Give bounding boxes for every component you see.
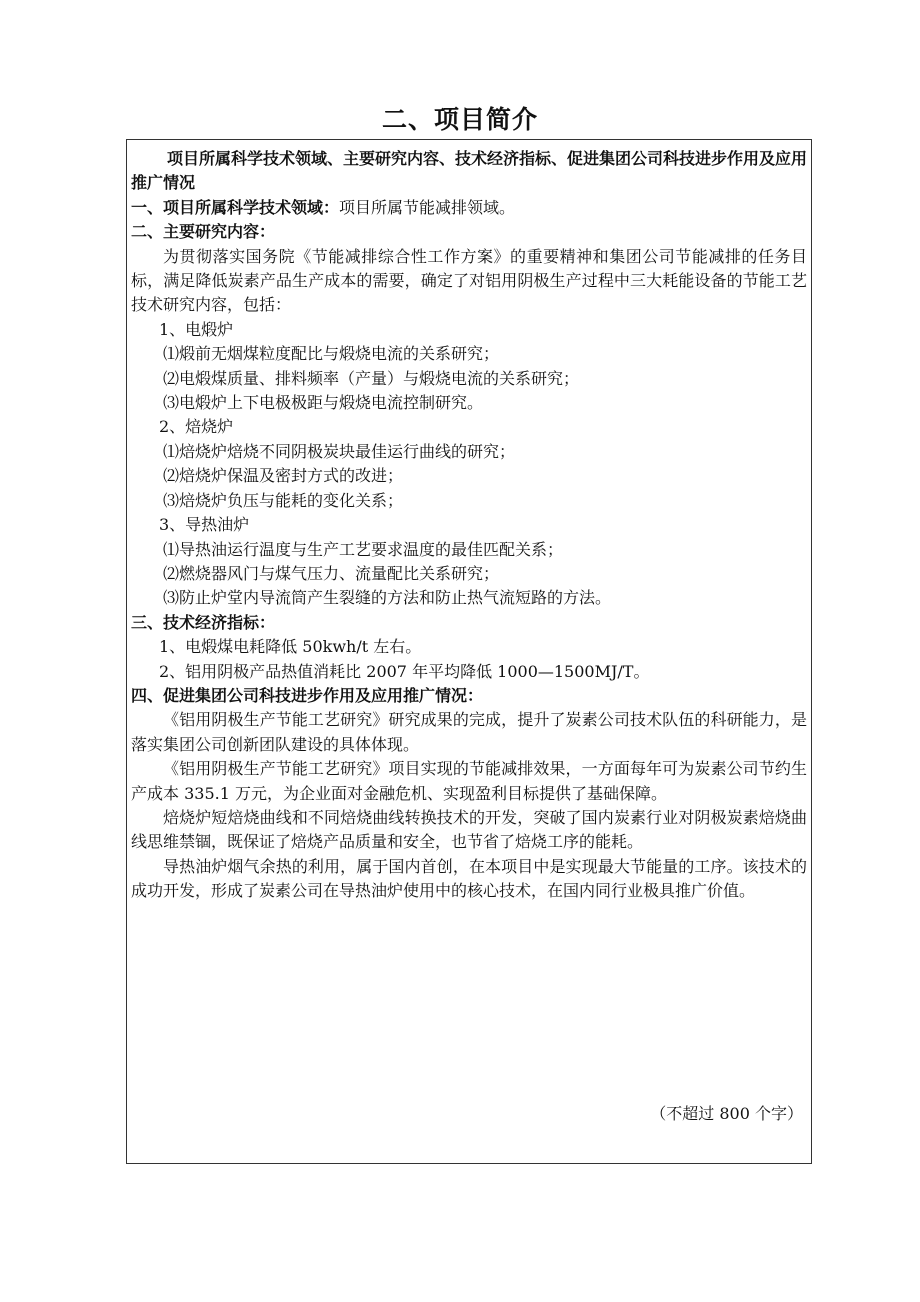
paragraph: 焙烧炉短焙烧曲线和不同焙烧曲线转换技术的开发，突破了国内炭素行业对阴极炭素焙烧曲线思维禁锢，既保证了焙烧产品质量和安全，也节省了焙烧工序的能耗。 <box>131 807 807 852</box>
list-item: ⑵焙烧炉保温及密封方式的改进； <box>163 466 404 486</box>
list-item: ⑶防止炉堂内导流筒产生裂缝的方法和防止热气流短路的方法。 <box>163 588 612 608</box>
section-2-intro: 为贯彻落实国务院《节能减排综合性工作方案》的重要精神和集团公司节能减排的任务目标，满足降低炭素产品生产成本的需要，确定了对铝用阴极生产过程中三大耗能设备的节能工艺技术研究内容，包括： <box>131 246 807 315</box>
list-item: ⑴焙烧炉焙烧不同阴极炭块最佳运行曲线的研究； <box>163 441 516 461</box>
paragraph: 《铝用阴极生产节能工艺研究》项目实现的节能减排效果，一方面每年可为炭素公司节约生产成本 335.1 万元，为企业面对金融危机、实现盈利目标提供了基础保障。 <box>131 759 807 803</box>
section-3-heading: 三、技术经济指标： <box>131 612 276 632</box>
group-title: 3、导热油炉 <box>159 515 250 535</box>
section-4-heading: 四、促进集团公司科技进步作用及应用推广情况： <box>131 685 484 705</box>
paragraph: 《铝用阴极生产节能工艺研究》研究成果的完成，提升了炭素公司技术队伍的科研能力，是落实集团公司创新团队建设的具体体现。 <box>131 710 807 754</box>
list-item: 1、电煅煤电耗降低 50kwh/t 左右。 <box>159 637 422 657</box>
list-item: ⑴煅前无烟煤粒度配比与煅烧电流的关系研究； <box>163 344 500 364</box>
paragraph: 导热油炉烟气余热的利用，属于国内首创，在本项目中是实现最大节能量的工序。该技术的成功开发，形成了炭素公司在导热油炉使用中的核心技术，在国内同行业极具推广价值。 <box>131 856 807 901</box>
page-title: 二、项目简介 <box>381 105 538 134</box>
list-item: 2、铝用阴极产品热值消耗比 2007 年平均降低 1000—1500MJ/T。 <box>159 661 650 681</box>
section-1-heading: 一、项目所属科学技术领域： <box>131 197 340 217</box>
list-item: ⑶焙烧炉负压与能耗的变化关系； <box>163 490 404 510</box>
group-title: 1、电煅炉 <box>159 319 234 339</box>
section-2-heading: 二、主要研究内容： <box>131 222 276 242</box>
list-item: ⑴导热油运行温度与生产工艺要求温度的最佳匹配关系； <box>163 539 564 559</box>
list-item: ⑵电煅煤质量、排料频率（产量）与煅烧电流的关系研究； <box>163 368 580 388</box>
section-header: 项目所属科学技术领域、主要研究内容、技术经济指标、促进集团公司科技进步作用及应用推广情况 <box>131 149 808 193</box>
word-limit-note: （不超过 800 个字） <box>650 1104 803 1123</box>
content-body <box>131 147 807 904</box>
list-item: ⑶电煅炉上下电极极距与煅烧电流控制研究。 <box>163 393 484 413</box>
content-box <box>126 139 812 1164</box>
section-1-text: 项目所属节能减排领域。 <box>339 197 516 217</box>
list-item: ⑵燃烧器风门与煤气压力、流量配比关系研究； <box>163 563 500 583</box>
group-title: 2、焙烧炉 <box>159 417 234 437</box>
section-1 <box>131 196 807 220</box>
